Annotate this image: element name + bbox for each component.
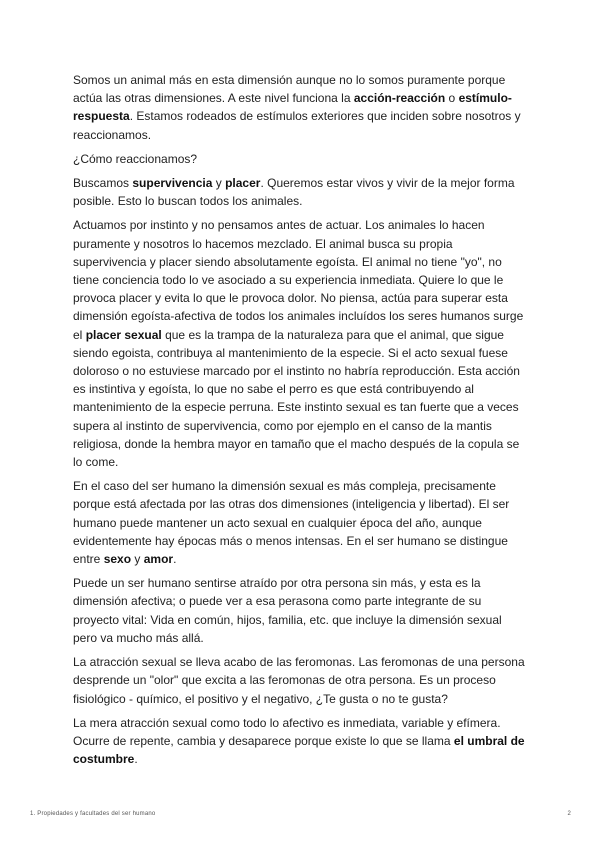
footer-section-title: 1. Propiedades y facultades del ser humano	[30, 811, 156, 817]
paragraph: Somos un animal más en esta dimensión aunque no lo somos puramente porque actúa las otras dimensiones. A este nivel funciona la acción-reacción o estímulo-respuesta. Estamos rodeados de estímulos exteriores que inciden sobre nosotros y reaccionamos.	[73, 73, 521, 142]
page-footer	[30, 811, 571, 821]
paragraph: Buscamos supervivencia y placer. Queremos estar vivos y vivir de la mejor forma posible. Esto lo buscan todos los animales.	[73, 176, 515, 209]
paragraph: Actuamos por instinto y no pensamos antes de actuar. Los animales lo hacen puramente y nosotros lo hacemos mezclado. El animal busca su propia supervivencia y placer siendo absolutamente egoísta. El animal no tiene "yo", no tiene conciencia todo lo ve asociado a su experiencia inmediata. Quiere lo que le provoca placer y evita lo que le provoca dolor. No piensa, actúa para superar esta dimensión egoísta-afectiva de todos los animales incluídos los seres humanos surge el placer sexual que es la trampa de la naturaleza para que el animal, que sigue siendo egoista, contribuya al mantenimiento de la especie. Si el acto sexual fuese doloroso o no estuviese marcado por el instinto no habría reproducción. Esta acción es instintiva y egoísta, lo que no sabe el perro es que está contribuyendo al mantenimiento de la especie perruna. Este instinto sexual es tan fuerte que a veces supera al instinto de supervivencia, como por ejemplo en el canso de la mantis religiosa, donde la hembra mayor en tamaño que el macho después de la copula se lo come.	[73, 218, 524, 470]
paragraph: ¿Cómo reaccionamos?	[73, 151, 198, 166]
page-number: 2	[567, 811, 571, 817]
paragraph: Puede un ser humano sentirse atraído por otra persona sin más, y esta es la dimensión afectiva; o puede ver a esa perasona como parte integrante de su proyecto vital: Vida en común, hijos, familia, etc. que incluye la dimensión sexual pero va mucho más allá.	[73, 576, 502, 645]
paragraph: La mera atracción sexual como todo lo afectivo es inmediata, variable y efímera. Ocurre de repente, cambia y desaparece porque existe lo que se llama el umbral de costumbre.	[73, 715, 525, 767]
paragraph: La atracción sexual se lleva acabo de las feromonas. Las feromonas de una persona desprende un "olor" que excita a las feromonas de otra persona. Es un proceso fisiológico - químico, el positivo y el negativo, ¿Te gusta o no te gusta?	[73, 655, 525, 706]
paragraph: En el caso del ser humano la dimensión sexual es más compleja, precisamente porque está afectada por las otras dos dimensiones (inteligencia y libertad). El ser humano puede mantener un acto sexual en cualquier época del año, aunque evidentemente hay épocas más o menos intensas. En el ser humano se distingue entre sexo y amor.	[73, 479, 510, 567]
page-body	[73, 71, 529, 774]
